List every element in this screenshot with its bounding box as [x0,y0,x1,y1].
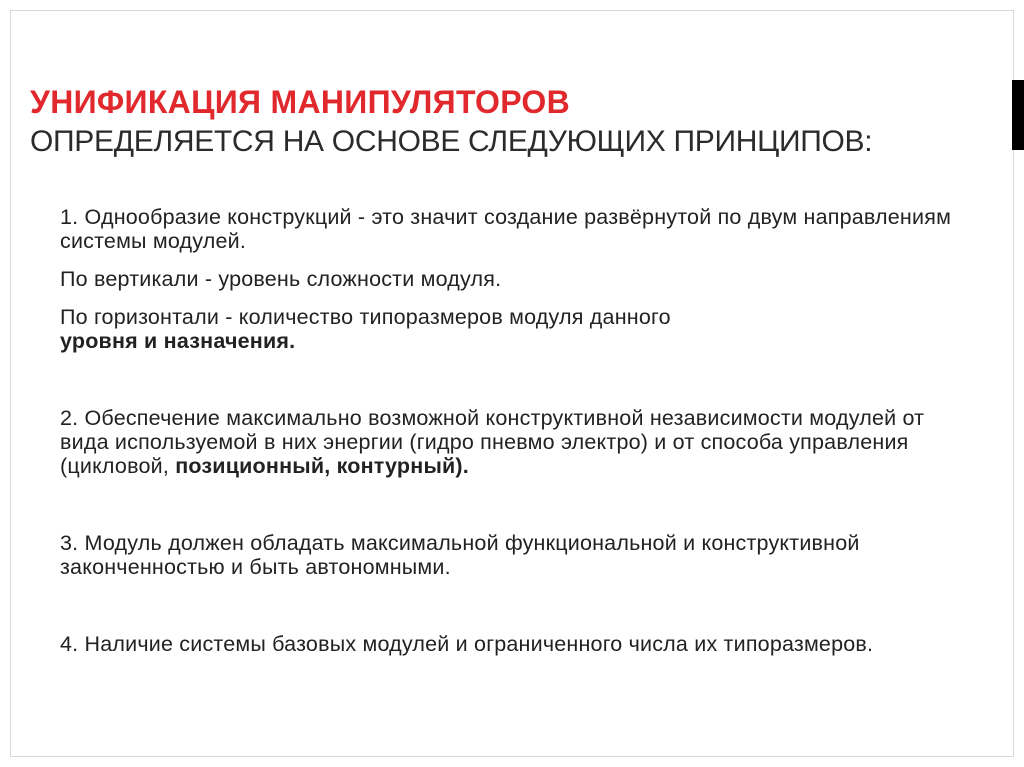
slide-subtitle: ОПРЕДЕЛЯЕТСЯ НА ОСНОВЕ СЛЕДУЮЩИХ ПРИНЦИПОВ: [30,125,873,158]
paragraph-principle-2-end: позиционный, контурный). [175,454,469,478]
slide-body [60,205,960,656]
paragraph-principle-4: 4. Наличие системы базовых модулей и ограниченного числа их типоразмеров. [60,632,874,656]
slide-title: УНИФИКАЦИЯ МАНИПУЛЯТОРОВ [30,84,571,120]
paragraph-principle-3: 3. Модуль должен обладать максимальной функциональной и конструктивной законченностью и быть автономными. [60,531,860,579]
paragraph-horizontal-line1: По горизонтали - количество типоразмеров модуля данного [60,305,671,329]
paragraph-principle-2 [60,406,960,478]
paragraph-horizontal-line2: уровня и назначения. [60,329,296,353]
paragraph-principle-2-main: 2. Обеспечение максимально возможной конструктивной независимости модулей от вида используемой в них энергии (гидро пневмо электро) и от способа управления (цикловой, [60,406,925,478]
paragraph-vertical: По вертикали - уровень сложности модуля. [60,267,502,291]
paragraph-principle-1: 1. Однообразие конструкций - это значит создание развёрнутой по двум направлениям системы модулей. [60,205,952,253]
paragraph-horizontal [60,305,960,353]
accent-bar [1012,80,1024,150]
